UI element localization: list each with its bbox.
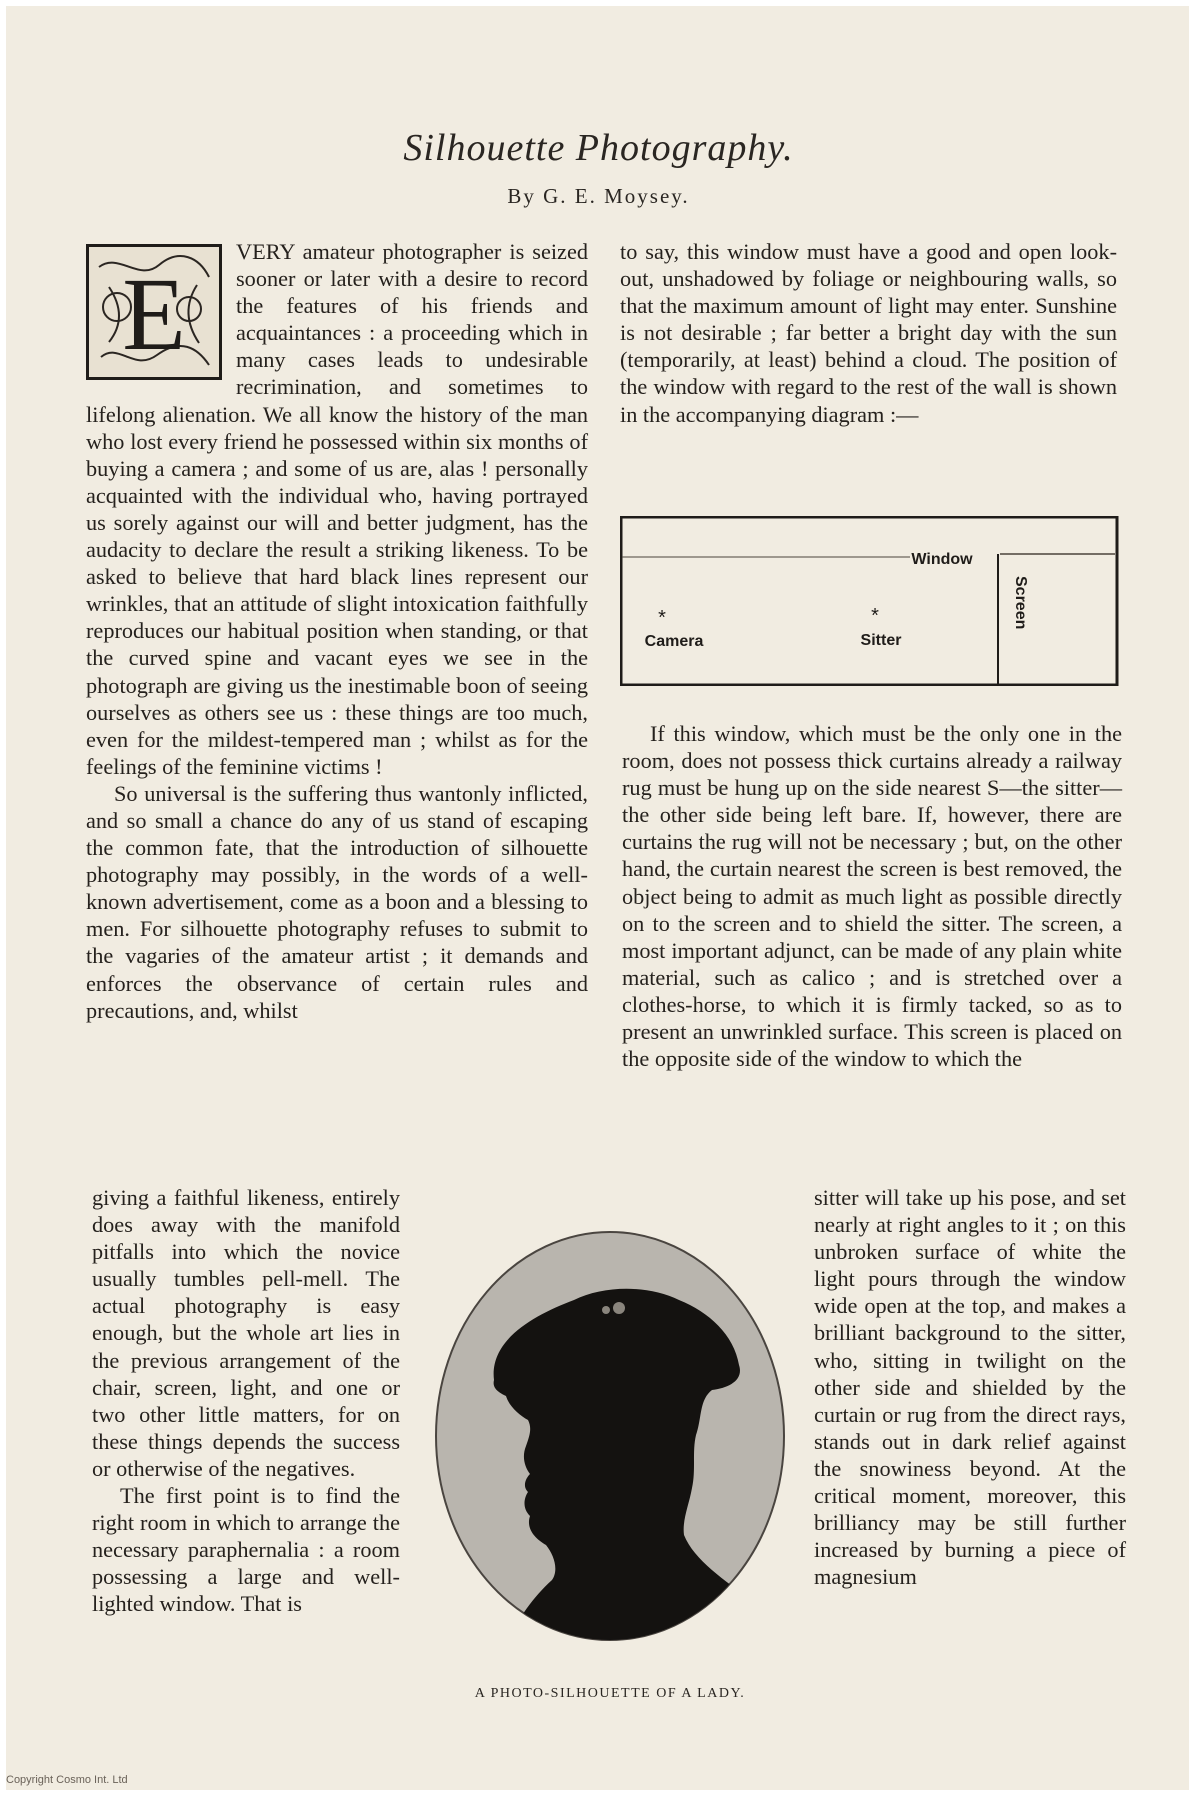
paragraph-4: to say, this window must have a good and open look-out, unshadowed by foliage or neighbouring walls, so that the maximum amount of light may enter. Sunshine is not desirable ; far better a bright day with the sun (temporarily, at least) behind a cloud. The position of the window with regard to the rest of the wall is shown in the accompanying diagram :— bbox=[620, 239, 1117, 427]
ornamental-drop-cap-icon bbox=[86, 244, 222, 380]
copyright-notice: Copyright Cosmo Int. Ltd bbox=[6, 1774, 128, 1786]
paragraph-3: The first point is to find the right room in which to arrange the necessary paraphernalia : a room possessing a large and well-lighted window. That is bbox=[92, 1483, 400, 1617]
screen-label: Screen bbox=[1012, 576, 1029, 630]
column-right-narrow bbox=[814, 1184, 1126, 1590]
sitter-marker: * bbox=[871, 605, 879, 627]
camera-label: Camera bbox=[644, 633, 704, 650]
article-byline: By G. E. Moysey. bbox=[507, 184, 690, 208]
column-right-top bbox=[620, 238, 1117, 428]
paragraph-5: If this window, which must be the only one in the room, does not possess thick curtains already a railway rug must be hung up on the side nearest S—the sitter—the other side being left bare. If, however, there are curtains the rug will not be necessary ; but, on the other hand, the curtain nearest the screen is best removed, the object being to admit as much light as possible directly on to the screen and to shield the sitter. The screen, a most important adjunct, can be made of any plain white material, such as calico ; and is stretched over a clothes-horse, to which it is firmly tacked, so as to present an unwrinkled surface. This screen is placed on the opposite side of the window to which the bbox=[622, 721, 1122, 1072]
sitter-label: Sitter bbox=[860, 632, 902, 649]
silhouette-photo bbox=[434, 1230, 786, 1642]
paragraph-5-continued: sitter will take up his pose, and set nearly at right angles to it ; on this unbroken surface of white the light pours through the window wide open at the top, and makes a brilliant background to the sitter, who, sitting in twilight on the other side and shielded by the curtain or rug from the direct rays, stands out in dark relief against the snowiness beyond. At the critical moment, moreover, this brilliancy may be still further increased by burning a piece of magnesium bbox=[814, 1185, 1126, 1590]
svg-text:E: E bbox=[122, 257, 186, 372]
column-left-narrow bbox=[92, 1184, 400, 1618]
figure-caption: A PHOTO-SILHOUETTE OF A LADY. bbox=[474, 1686, 746, 1701]
room-diagram bbox=[620, 516, 1120, 686]
column-left bbox=[86, 238, 588, 1024]
paragraph-2: So universal is the suffering thus wantonly inflicted, and so small a chance do any of us stand of escaping the common fate, that the introduction of silhouette photography may possibly, in the words of a well-known advertisement, come as a boon and a blessing to men. For silhouette photography refuses to submit to the vagaries of the amateur artist ; it demands and enforces the observance of certain rules and precautions, and, whilst bbox=[86, 780, 588, 1023]
article-title: Silhouette Photography. bbox=[403, 127, 794, 169]
window-label: Window bbox=[911, 551, 973, 568]
column-right-middle bbox=[622, 720, 1122, 1072]
paragraph-1: VERY amateur photographer is seized sooner or later with a desire to record the features of his friends and acquaintances : a proceeding which in many cases leads to undesirable recrimination, and sometimes to lifelong alienation. We all know the history of the man who lost every friend he possessed within six months of buying a camera ; and some of us are, alas ! personally acquainted with the individual who, having portrayed us sorely against our will and better judgment, has the audacity to declare the result a striking likeness. To be asked to believe that hard black lines represent our wrinkles, that an attitude of slight intoxication faithfully reproduces our habitual position when standing, or that the curved spine and vacant eyes we see in the photograph are giving us the inestimable boon of seeing ourselves as others see us : these things are too much, even for the mildest-tempered man ; whilst as for the feelings of the feminine victims ! bbox=[86, 239, 588, 779]
camera-marker: * bbox=[658, 607, 666, 629]
paragraph-2-continued: giving a faithful likeness, entirely does away with the manifold pitfalls into which the novice usually tumbles pell-mell. The actual photography is easy enough, but the whole art lies in the previous arrangement of the chair, screen, light, and one or two other little matters, for on these things depends the success or otherwise of the negatives. bbox=[92, 1185, 400, 1481]
